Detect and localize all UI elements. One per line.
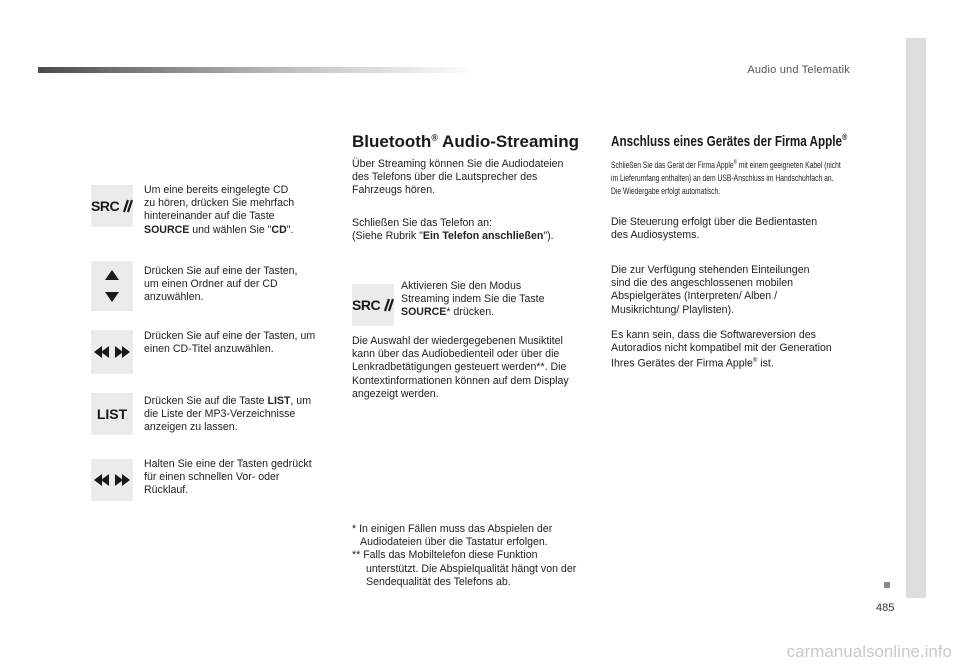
instruction-track: Drücken Sie auf eine der Tasten, um einen CD-Titel anzuwählen.	[144, 330, 316, 356]
apple-categories-info: Die zur Verfügung stehenden Einteilungen sind die des angeschlossenen mobilen Abspielgerätes (Interpreten/ Alben / Musikrichtung/ Playlisten).	[611, 264, 810, 316]
bluetooth-heading: Bluetooth® Audio-Streaming	[352, 132, 580, 151]
page-number: 485	[876, 602, 895, 614]
prev-next-track-icon	[91, 330, 133, 374]
section-title: Audio und Telematik	[747, 64, 850, 76]
instruction-cd-source: Um eine bereits eingelegte CD zu hören, drücken Sie mehrfach hintereinander auf die Taste SOURCE und wählen Sie "CD".	[144, 184, 295, 236]
up-down-arrows-icon	[91, 261, 133, 311]
src-button-icon: SRC	[352, 284, 394, 326]
page-side-band	[906, 38, 926, 598]
apple-control-info: Die Steuerung erfolgt über die Bedientasten des Audiosystems.	[611, 216, 818, 242]
watermark: carmanualsonline.info	[786, 642, 952, 661]
apple-compatibility-info: Es kann sein, dass die Softwareversion des Autoradios nicht kompatibel mit der Generation Ihres Gerätes der Firma Apple® ist.	[611, 329, 832, 370]
src-button-icon: SRC	[91, 185, 133, 227]
fast-forward-rewind-icon	[91, 459, 133, 501]
instruction-fast-seek: Halten Sie eine der Tasten gedrückt für einen schnellen Vor- oder Rücklauf.	[144, 458, 312, 497]
apple-connection-conditions: Schließen Sie das Gerät der Firma Apple® mit einem geeigneten Kabel (nicht im Lieferumfang enthalten) an dem USB-Anschluss im Handschuhfach an. Die Wiedergabe erfolgt automatisch.	[611, 159, 841, 197]
list-button-icon: LIST	[91, 393, 133, 435]
bluetooth-control-info: Die Auswahl der wiedergegebenen Musiktitel kann über das Audiobedienteil oder über die Lenkradbetätigungen gesteuert werden**. Die Kontextinformationen können auf dem Display angezeigt werden.	[352, 335, 569, 400]
bluetooth-activate: Aktivieren Sie den Modus Streaming indem Sie die Taste SOURCE* drücken.	[401, 280, 545, 319]
header-gradient-bar	[38, 67, 478, 73]
footnotes: * In einigen Fällen muss das Abspielen der Audiodateien über die Tastatur erfolgen. ** Falls das Mobiltelefon diese Funktion unterstützt. Die Abspielqualität hängt von der Sendequalität des Telefons ab.	[352, 523, 577, 588]
instruction-list: Drücken Sie auf die Taste LIST, um die Liste der MP3-Verzeichnisse anzeigen zu lassen.	[144, 395, 312, 434]
page-marker	[884, 582, 890, 588]
instruction-folder: Drücken Sie auf eine der Tasten, um einen Ordner auf der CD anzuwählen.	[144, 265, 298, 304]
bluetooth-connect: Schließen Sie das Telefon an: (Siehe Rubrik "Ein Telefon anschließen").	[352, 217, 554, 243]
apple-heading: Anschluss eines Gerätes der Firma Apple®	[611, 132, 848, 150]
bluetooth-intro: Über Streaming können Sie die Audiodateien des Telefons über die Lautsprecher des Fahrzeugs hören.	[352, 158, 564, 197]
